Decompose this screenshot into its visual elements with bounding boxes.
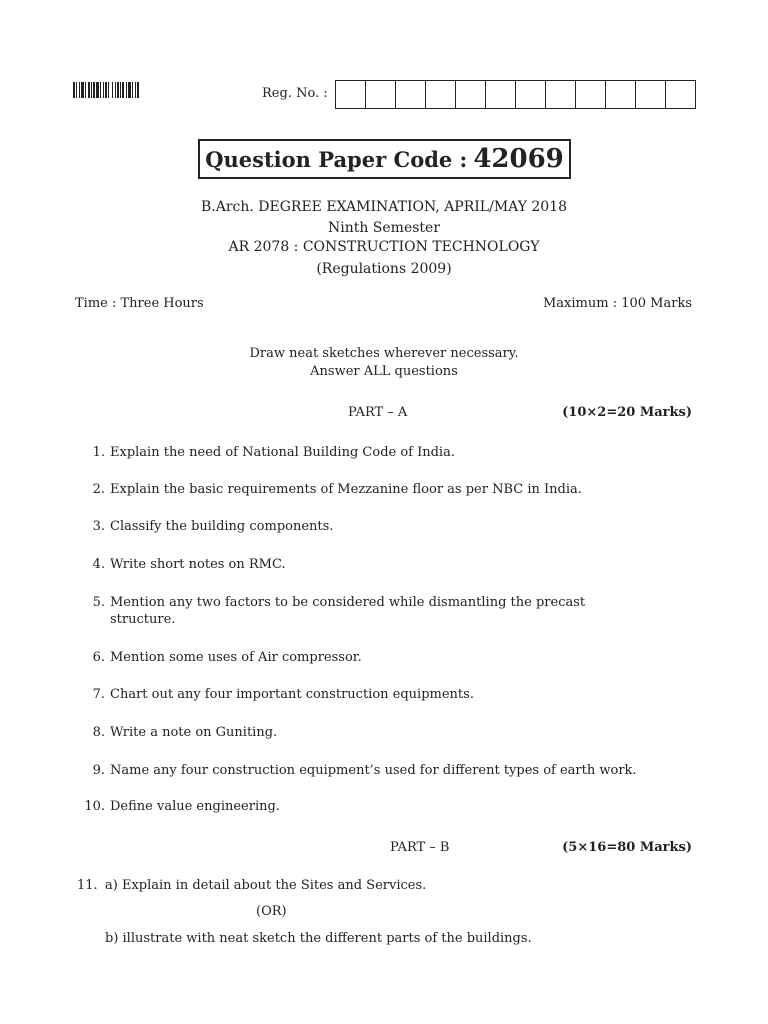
question-text: Explain the basic requirements of Mezzanine floor as per NBC in India. — [110, 482, 582, 497]
reg-no-box — [635, 80, 666, 109]
reg-no-box — [485, 80, 516, 109]
instruction-answer-all: Answer ALL questions — [310, 364, 458, 379]
question-item — [75, 594, 695, 628]
part-b-marks: (5×16=80 Marks) — [562, 840, 692, 855]
reg-no-box — [365, 80, 396, 109]
semester: Ninth Semester — [327, 220, 441, 236]
question-text: Chart out any four important construction equipments. — [110, 687, 474, 702]
reg-no-box — [515, 80, 546, 109]
question-paper-code-box — [198, 139, 571, 179]
reg-no-box — [455, 80, 486, 109]
reg-no-box — [575, 80, 606, 109]
question-11a: a) Explain in detail about the Sites and Services. — [105, 878, 427, 893]
question-text: Mention any two factors to be considered while dismantling the precast structure. — [110, 595, 586, 627]
question-number: 8. — [92, 725, 105, 740]
part-b-title: PART – B — [390, 840, 450, 855]
question-text: Define value engineering. — [110, 799, 280, 814]
part-a-marks: (10×2=20 Marks) — [562, 405, 692, 420]
reg-no-box — [425, 80, 456, 109]
reg-no-label: Reg. No. : — [262, 86, 328, 101]
question-item — [75, 686, 695, 703]
question-text: Classify the building components. — [110, 519, 334, 534]
question-item — [75, 724, 695, 741]
question-text: Name any four construction equipment’s used for different types of earth work. — [110, 763, 637, 778]
question-number: 4. — [92, 557, 105, 572]
regulations: (Regulations 2009) — [316, 261, 452, 277]
question-number: 1. — [92, 445, 105, 460]
question-text: Write a note on Guniting. — [110, 725, 278, 740]
question-text: Explain the need of National Building Code of India. — [110, 445, 455, 460]
part-a-title: PART – A — [348, 405, 408, 420]
question-item — [75, 649, 695, 666]
reg-no-boxes — [336, 80, 696, 109]
reg-no-box — [665, 80, 696, 109]
question-number: 3. — [92, 519, 105, 534]
reg-no-box — [545, 80, 576, 109]
question-number: 6. — [92, 650, 105, 665]
question-item — [75, 481, 695, 498]
question-11b: b) illustrate with neat sketch the different parts of the buildings. — [105, 931, 532, 946]
barcode — [73, 82, 175, 98]
or-label: (OR) — [256, 904, 287, 919]
question-item — [75, 556, 695, 573]
question-item — [75, 762, 695, 779]
question-number: 10. — [84, 799, 105, 814]
code-number: 42069 — [473, 144, 564, 174]
question-number: 5. — [92, 595, 105, 610]
question-text: Mention some uses of Air compressor. — [110, 650, 362, 665]
instruction-sketches: Draw neat sketches wherever necessary. — [249, 346, 519, 361]
question-number: 9. — [92, 763, 105, 778]
max-marks-label: Maximum : 100 Marks — [543, 296, 692, 311]
question-item — [75, 798, 695, 815]
subject: AR 2078 : CONSTRUCTION TECHNOLOGY — [228, 239, 540, 255]
question-text: Write short notes on RMC. — [110, 557, 286, 572]
question-item — [75, 444, 695, 461]
question-number: 7. — [92, 687, 105, 702]
question-11-number: 11. — [77, 878, 98, 893]
question-number: 2. — [92, 482, 105, 497]
reg-no-box — [395, 80, 426, 109]
time-label: Time : Three Hours — [75, 296, 204, 311]
reg-no-box — [335, 80, 366, 109]
reg-no-box — [605, 80, 636, 109]
code-label: Question Paper Code : — [205, 146, 468, 172]
question-item — [75, 518, 695, 535]
exam-title: B.Arch. DEGREE EXAMINATION, APRIL/MAY 2018 — [200, 199, 568, 215]
